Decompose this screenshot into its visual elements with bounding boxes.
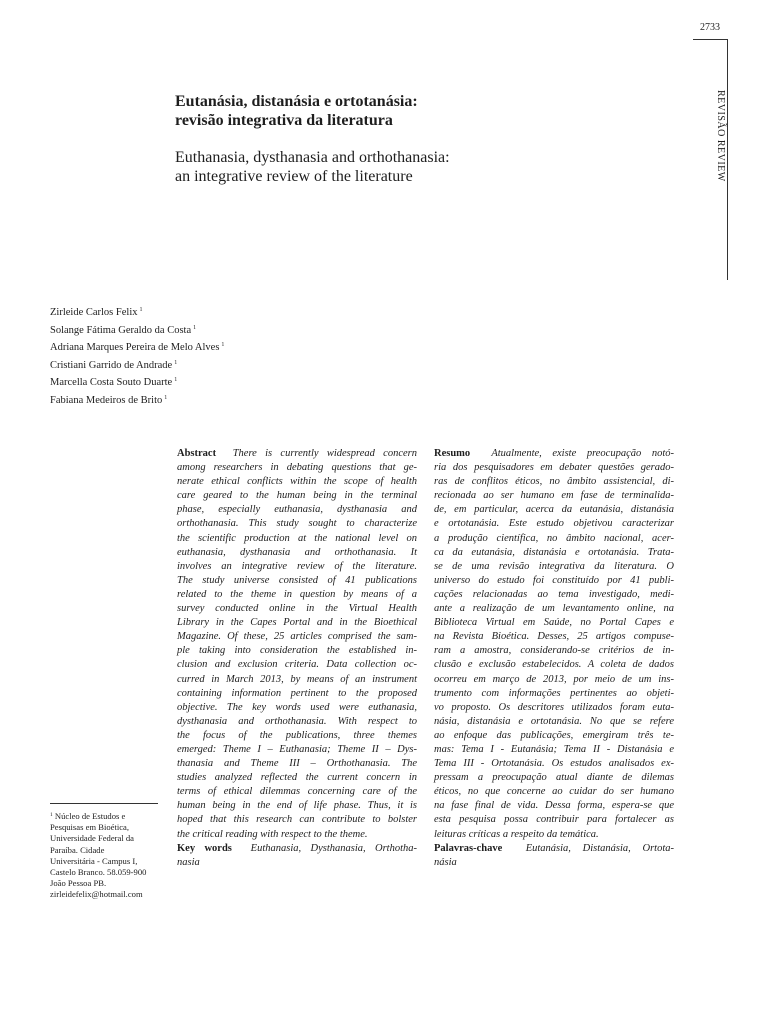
author-affiliation-marker: 1 bbox=[174, 377, 178, 384]
abstract-line: survey conducted online in the Virtual Health bbox=[177, 603, 417, 615]
affiliation-line: Universidade Federal da bbox=[50, 833, 134, 844]
affiliation-footnote bbox=[50, 810, 170, 901]
abstract-line: éticos, no que concerne ao cuidar do ser humano bbox=[434, 786, 674, 798]
author-name bbox=[50, 356, 310, 374]
author-affiliation-marker: 1 bbox=[193, 324, 197, 331]
abstract-line: Tema III - Ortotanásia. Os estudos analisados ex- bbox=[434, 758, 674, 770]
palavras-chave-line bbox=[434, 842, 674, 856]
abstract-line: dysthanasia and orthothanasia. With respect to bbox=[177, 715, 417, 727]
abstract-line: de, em particular, acerca da eutanásia, distanásia bbox=[434, 504, 674, 516]
abstract-line: ante a realização de um levantamento online, na bbox=[434, 603, 674, 615]
abstract-line: containing information pertinent to the proposed bbox=[177, 687, 417, 699]
abstract-line: ram a amostra, considerando-se critérios de in- bbox=[434, 645, 674, 657]
abstract-line: thanasia and Theme III – Orthothanasia. The bbox=[177, 758, 417, 770]
abstract-line: orthothanasia. This study sought to characterize bbox=[177, 518, 417, 530]
abstract-line: násia, distanásia e ortotanásia. No que se refere bbox=[434, 715, 674, 727]
abstract-line: euthanasia, dysthanasia and orthothanasia. It bbox=[177, 546, 417, 558]
abstract-line: studies analyzed reflected the current concern in bbox=[177, 772, 417, 784]
palavras-chave-heading: Palavras-chave bbox=[434, 842, 503, 854]
affiliation-line: zirleidefelix@hotmail.com bbox=[50, 889, 143, 900]
abstract-line: Magazine. Of these, 25 articles comprised the sam- bbox=[177, 631, 417, 643]
abstract-line: ocorreu em março de 2013, por meio de um ins- bbox=[434, 673, 674, 685]
affiliation-line: Pesquisas em Bioética, bbox=[50, 822, 130, 833]
title-en-line: Euthanasia, dysthanasia and orthothanasia: bbox=[175, 149, 450, 166]
author-name-text: Zirleide Carlos Felix bbox=[50, 307, 138, 318]
affiliation-line: Paraíba. Cidade bbox=[50, 844, 105, 855]
affiliation-line: Castelo Branco. 58.059-900 bbox=[50, 867, 147, 878]
title-pt-line: revisão integrativa da literatura bbox=[175, 112, 393, 129]
author-affiliation-marker: 1 bbox=[174, 359, 178, 366]
abstract-line: curred in March 2013, by means of an instrument bbox=[177, 673, 417, 685]
abstract-line: ple taking into consideration the established in- bbox=[177, 645, 417, 657]
author-name-text: Adriana Marques Pereira de Melo Alves bbox=[50, 342, 220, 354]
author-name-text: Marcella Costa Souto Duarte bbox=[50, 377, 173, 389]
author-name-text: Solange Fátima Geraldo da Costa bbox=[50, 324, 192, 336]
abstract-line: ca da eutanásia, distanásia e ortotanásia. Trata- bbox=[434, 546, 674, 558]
abstract-body bbox=[177, 461, 417, 842]
page-number: 2733 bbox=[700, 22, 720, 33]
abstract-english bbox=[177, 447, 417, 870]
affiliation-line: Universitária - Campus I, bbox=[50, 855, 138, 866]
section-label: REVISÃO REVIEW bbox=[715, 90, 726, 182]
abstract-line: mas: Tema I - Eutanásia; Tema II - Distanásia e bbox=[434, 743, 674, 755]
abstract-line: ria dos pesquisadores em debater questões gerado- bbox=[434, 462, 674, 474]
affiliation-text bbox=[50, 811, 146, 899]
keywords-line-end: nasia bbox=[177, 856, 200, 868]
abstract-first-line bbox=[177, 447, 417, 461]
abstract-line: ao enfoque das publicações, emergiram três te- bbox=[434, 729, 674, 741]
abstract-line: se de uma revisão integrativa da literatura. O bbox=[434, 560, 674, 572]
abstract-line: pressam a preocupação atual diante de dilemas bbox=[434, 772, 674, 784]
affiliation-line: João Pessoa PB. bbox=[50, 878, 107, 889]
author-name-text: Cristiani Garrido de Andrade bbox=[50, 359, 173, 371]
side-rule bbox=[727, 40, 728, 280]
author-affiliation-marker: 1 bbox=[164, 394, 168, 401]
abstract-line: clusão e exclusão estabelecidos. A coleta de dados bbox=[434, 659, 674, 671]
abstract-line: nerate ethical conflicts within the scope of health bbox=[177, 476, 417, 488]
abstract-line: human being in the end of life phase. Thus, it is bbox=[177, 800, 417, 812]
abstract-line: emerged: Theme I – Euthanasia; Theme II – Dys- bbox=[177, 743, 417, 755]
abstract-line: na Revista Bioética. Desses, 25 artigos compuse- bbox=[434, 631, 674, 643]
abstract-line: the critical reading with respect to the theme. bbox=[177, 828, 368, 840]
abstract-line: universo do estudo foi constituído por 41 publi- bbox=[434, 574, 674, 586]
title-english bbox=[175, 148, 615, 186]
abstract-line: the scientific production at the national level on bbox=[177, 532, 417, 544]
abstract-line: terms of ethical dilemmas concerning care of the bbox=[177, 786, 417, 798]
abstract-line: esta pesquisa possa contribuir para fortalecer as bbox=[434, 814, 674, 826]
keywords-line bbox=[177, 842, 417, 856]
author-affiliation-marker: 1 bbox=[139, 307, 143, 313]
header-rule bbox=[693, 39, 728, 40]
affiliation-marker: 1 bbox=[50, 812, 53, 818]
author-name bbox=[50, 391, 310, 409]
abstract-line: clusion and exclusion criteria. Data collection oc- bbox=[177, 659, 417, 671]
resumo-heading: Resumo bbox=[434, 448, 471, 459]
author-list bbox=[50, 303, 310, 409]
abstract-line: among researchers in debating questions that ge- bbox=[177, 462, 417, 474]
palavras-chave-text: Eutanásia, Distanásia, Ortota- bbox=[525, 842, 674, 854]
resumo-first-line bbox=[434, 447, 674, 461]
abstract-line: trumento com informações pertinentes ao objeti- bbox=[434, 687, 674, 699]
resumo-body bbox=[434, 461, 674, 842]
title-en-line: an integrative review of the literature bbox=[175, 168, 413, 185]
abstract-line: leituras críticas a respeito da temática. bbox=[434, 828, 599, 840]
abstract-line: The study universe consisted of 41 publications bbox=[177, 574, 417, 586]
abstract-line: objective. The key words used were euthanasia, bbox=[177, 701, 417, 713]
abstract-line: vo proposto. Os descritores utilizados foram euta- bbox=[434, 701, 674, 713]
affiliation-line: Núcleo de Estudos e bbox=[54, 811, 126, 821]
author-name bbox=[50, 303, 310, 321]
abstract-line: hoped that this research can contribute to bolster bbox=[177, 814, 417, 826]
abstract-line: involves an integrative review of the literature. bbox=[177, 560, 417, 572]
author-affiliation-marker: 1 bbox=[221, 342, 225, 349]
abstract-heading: Abstract bbox=[177, 448, 217, 459]
abstract-line: the focus of the publications, three themes bbox=[177, 729, 417, 741]
abstract-line: e ortotanásia. Este estudo objetivou caracterizar bbox=[434, 518, 674, 530]
footnote-rule bbox=[50, 803, 158, 804]
resumo-first-text: Atualmente, existe preocupação notó- bbox=[491, 448, 674, 459]
author-name bbox=[50, 321, 310, 339]
abstract-line: Library in the Capes Portal and in the Bioethical bbox=[177, 617, 417, 629]
abstract-line: Biblioteca Virtual em Saúde, no Portal Capes e bbox=[434, 617, 674, 629]
abstract-first-text: There is currently widespread concern bbox=[232, 448, 417, 459]
abstract-line: cações relacionadas ao tema investigado, medi- bbox=[434, 588, 674, 600]
abstract-portuguese bbox=[434, 447, 674, 870]
author-name bbox=[50, 373, 310, 391]
keywords-text: Euthanasia, Dysthanasia, Orthotha- bbox=[250, 842, 418, 854]
abstract-line: related to the theme in question by means of a bbox=[177, 588, 417, 600]
abstract-line: a produção científica, no âmbito nacional, acer- bbox=[434, 532, 674, 544]
title-portuguese bbox=[175, 92, 615, 130]
abstract-line: recionada ao ser humano em fase de terminalida- bbox=[434, 490, 674, 502]
abstract-line: care geared to the human being in the terminal bbox=[177, 490, 417, 502]
abstract-line: phase, especially euthanasia, dysthanasia and bbox=[177, 504, 417, 516]
keywords-heading: Key words bbox=[177, 842, 232, 854]
author-name bbox=[50, 338, 310, 356]
title-pt-line: Eutanásia, distanásia e ortotanásia: bbox=[175, 93, 418, 110]
abstract-line: na fase final de vida. Dessa forma, espera-se que bbox=[434, 800, 674, 812]
author-name-text: Fabiana Medeiros de Brito bbox=[50, 394, 163, 406]
abstract-line: ras de conflitos éticos, no âmbito assistencial, di- bbox=[434, 476, 674, 488]
palavras-chave-line-end: násia bbox=[434, 856, 457, 868]
